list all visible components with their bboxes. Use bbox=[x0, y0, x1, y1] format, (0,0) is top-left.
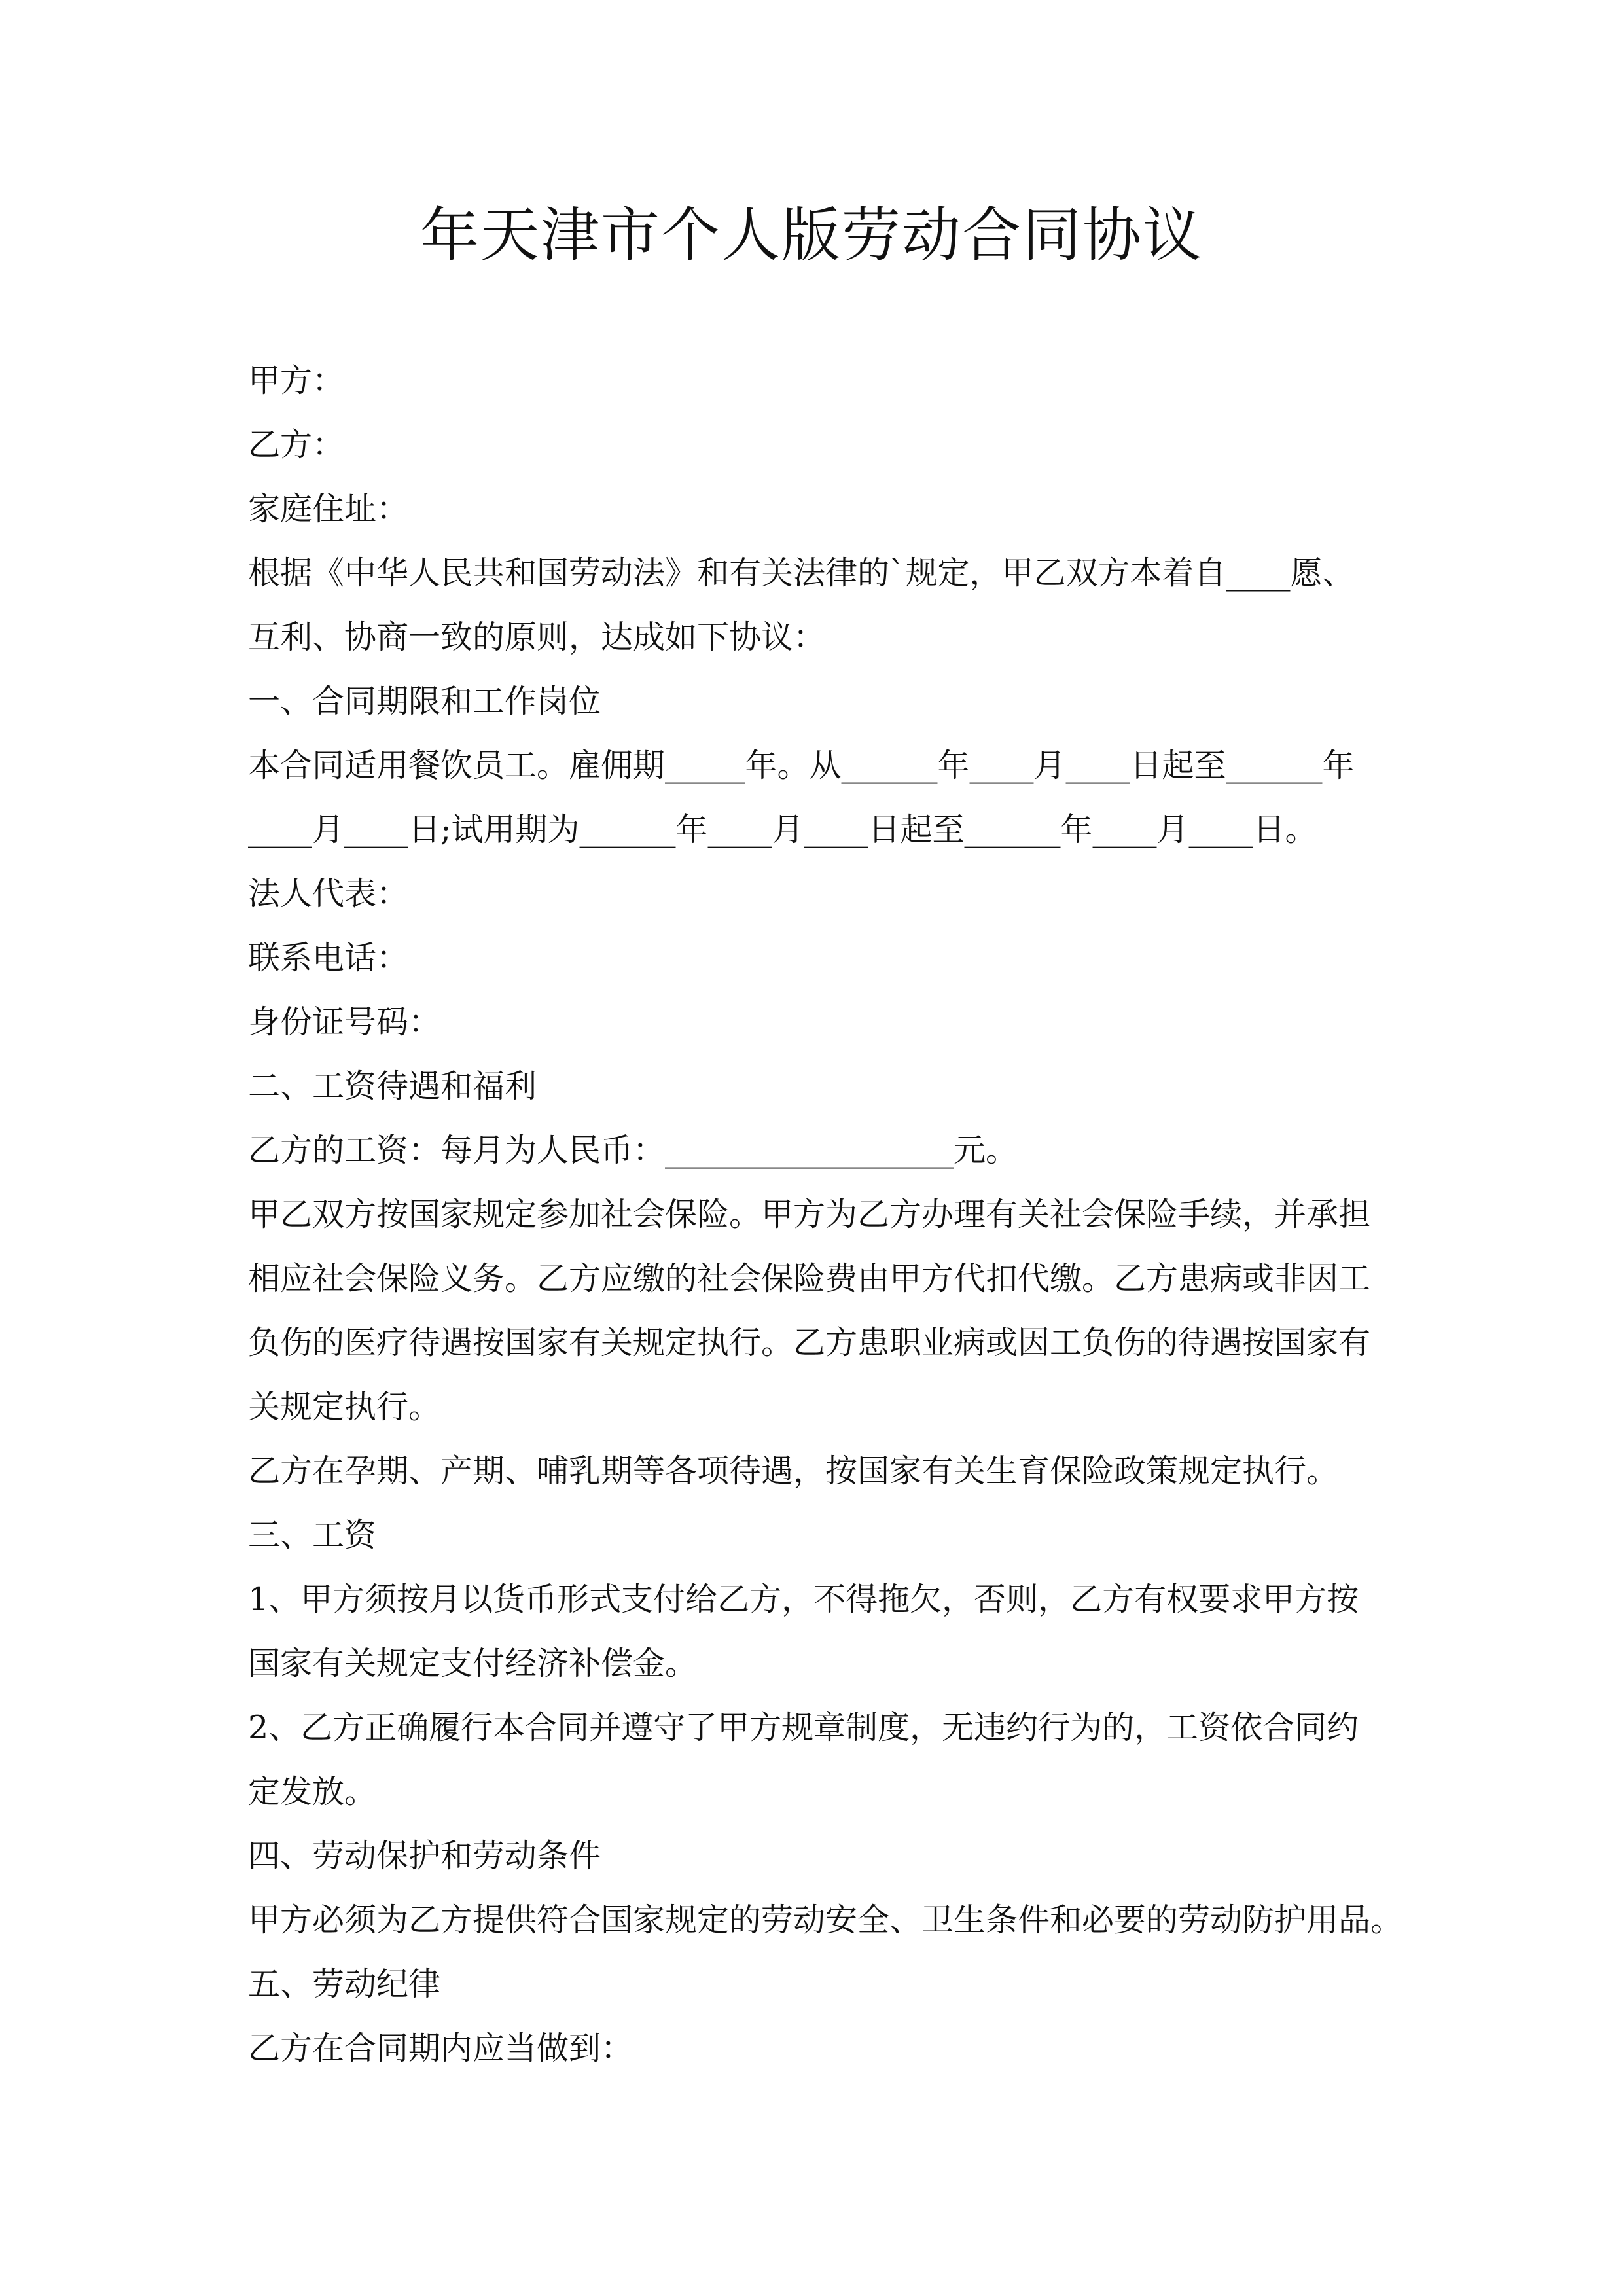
text-line: 关规定执行。 bbox=[248, 1388, 441, 1426]
text-line: 甲方必须为乙方提供符合国家规定的劳动安全、卫生条件和必要的劳动防护用品。 bbox=[248, 1901, 1403, 1939]
text-line: 乙方的工资：每月为人民币：__________________元。 bbox=[248, 1132, 1018, 1169]
text-line: ____月____日;试用期为______年____月____日起至______年____月____日。 bbox=[248, 811, 1317, 848]
text-line: 负伤的医疗待遇按国家有关规定执行。乙方患职业病或因工负伤的待遇按国家有 bbox=[248, 1324, 1371, 1361]
text-line: 乙方： bbox=[248, 426, 345, 463]
text-line: 根据《中华人民共和国劳动法》和有关法律的`规定，甲乙双方本着自____愿、 bbox=[248, 554, 1355, 592]
text-line: 本合同适用餐饮员工。雇佣期_____年。从______年____月____日起至______年 bbox=[248, 747, 1355, 784]
text-line: 1、甲方须按月以货币形式支付给乙方，不得拖欠，否则，乙方有权要求甲方按 bbox=[248, 1581, 1359, 1618]
text-line: 联系电话： bbox=[248, 939, 409, 977]
text-line: 三、工资 bbox=[248, 1516, 377, 1554]
text-line: 2、乙方正确履行本合同并遵守了甲方规章制度，无违约行为的，工资依合同约 bbox=[248, 1709, 1359, 1746]
text-line: 甲乙双方按国家规定参加社会保险。甲方为乙方办理有关社会保险手续，并承担 bbox=[248, 1196, 1371, 1233]
text-line: 家庭住址： bbox=[248, 490, 409, 528]
document-body bbox=[248, 349, 1403, 2081]
text-line: 国家有关规定支付经济补偿金。 bbox=[248, 1645, 698, 1682]
text-line: 二、工资待遇和福利 bbox=[248, 1067, 537, 1105]
text-line: 乙方在合同期内应当做到： bbox=[248, 2030, 633, 2067]
text-line: 法人代表： bbox=[248, 875, 409, 912]
text-line: 一、合同期限和工作岗位 bbox=[248, 683, 601, 720]
text-line: 互利、协商一致的原则，达成如下协议： bbox=[248, 619, 826, 656]
text-line: 甲方： bbox=[248, 362, 345, 399]
document-title: 年天津市个人版劳动合同协议 bbox=[420, 201, 1203, 270]
text-line: 相应社会保险义务。乙方应缴的社会保险费由甲方代扣代缴。乙方患病或非因工 bbox=[248, 1260, 1371, 1297]
text-line: 五、劳动纪律 bbox=[248, 1965, 441, 2003]
text-line: 定发放。 bbox=[248, 1773, 377, 1810]
text-line: 四、劳动保护和劳动条件 bbox=[248, 1837, 601, 1874]
text-line: 身份证号码： bbox=[248, 1003, 441, 1041]
text-line: 乙方在孕期、产期、哺乳期等各项待遇，按国家有关生育保险政策规定执行。 bbox=[248, 1452, 1339, 1490]
